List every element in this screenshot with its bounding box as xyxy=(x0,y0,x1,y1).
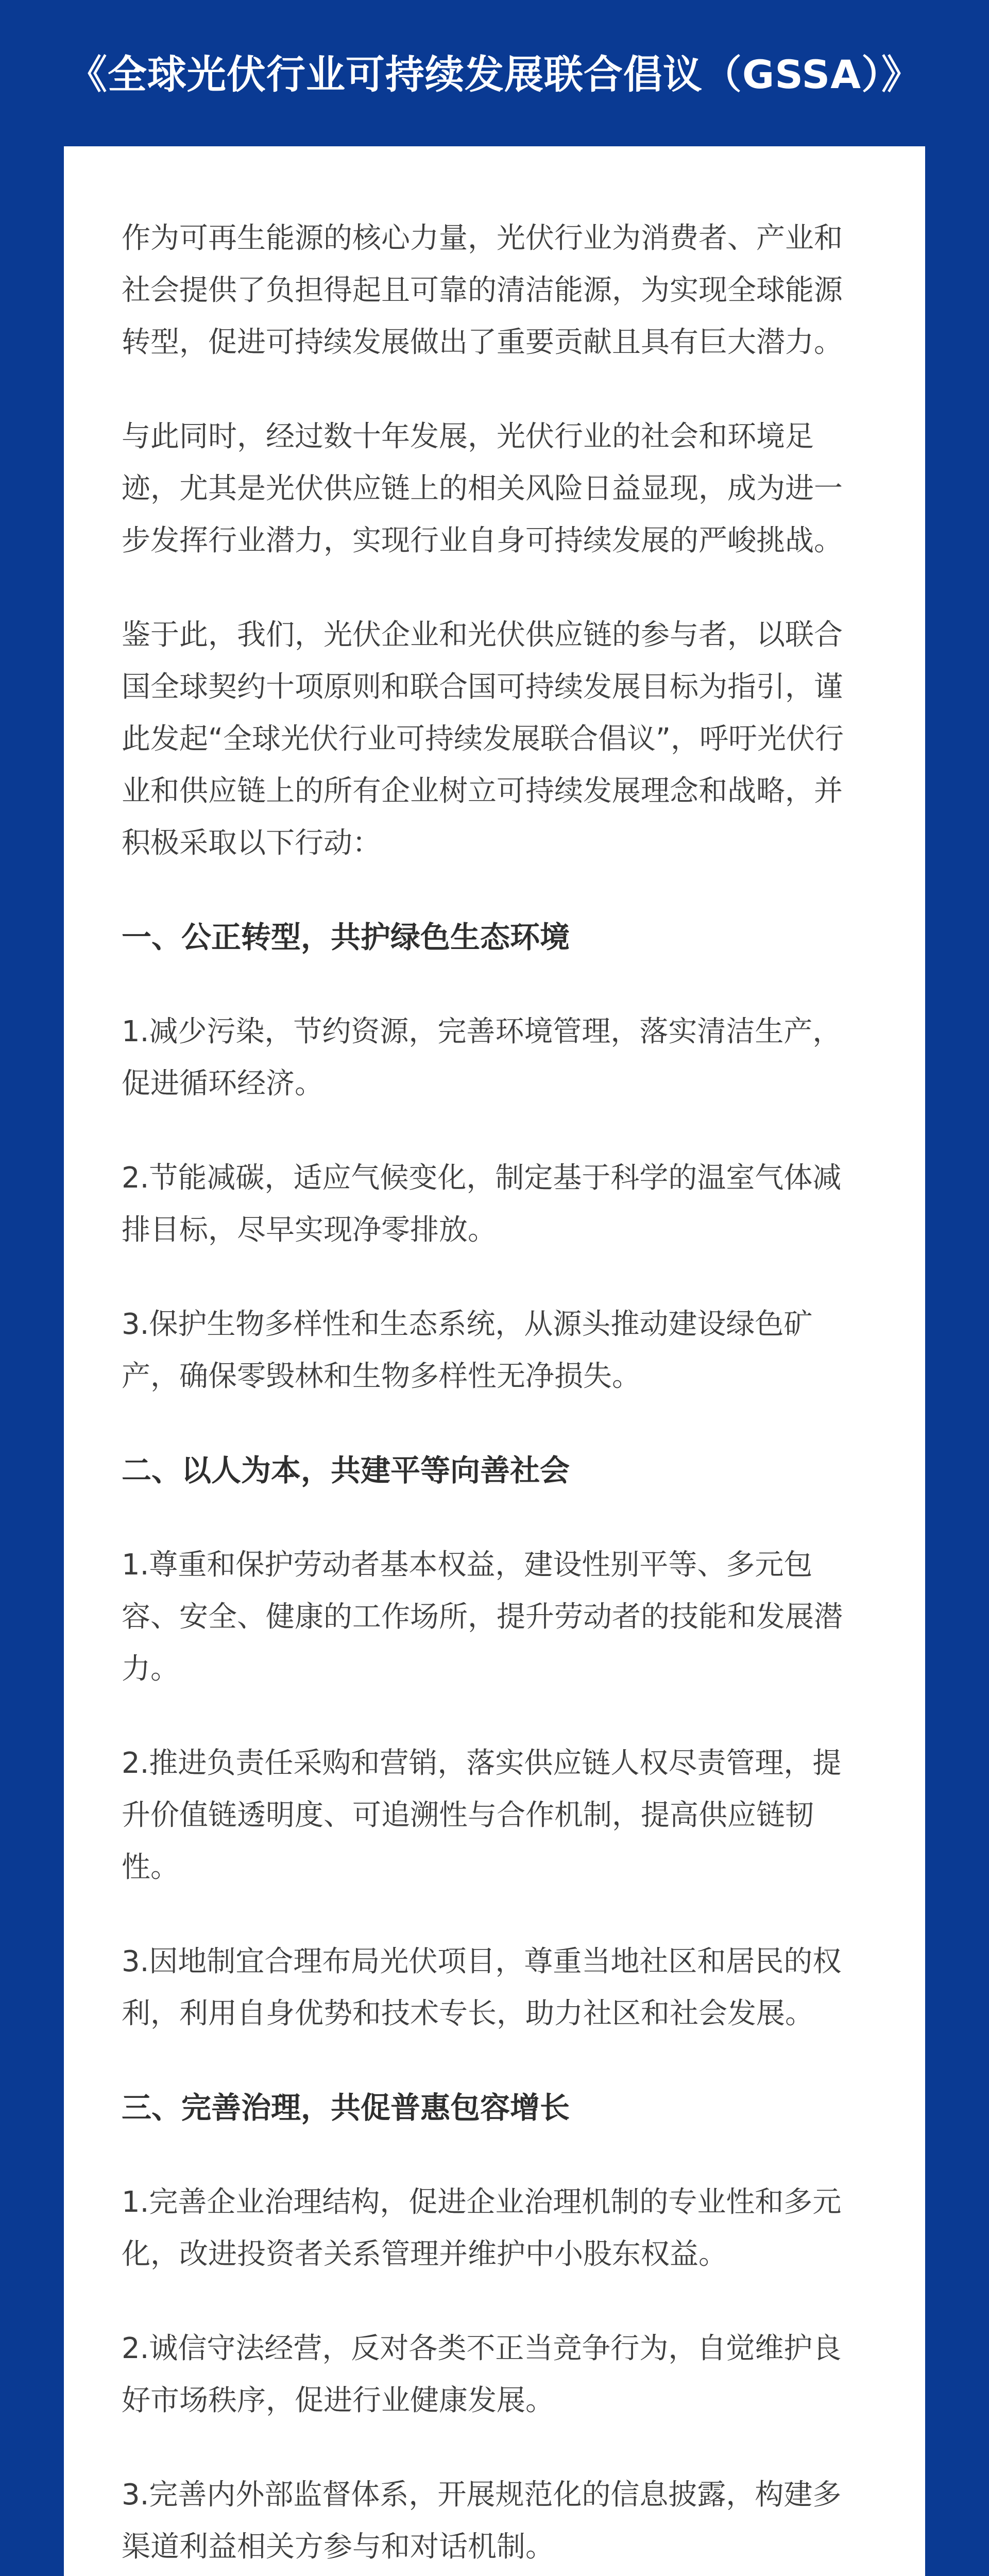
list-item: 3.保护生物多样性和生态系统，从源头推动建设绿色矿产，确保零毁林和生物多样性无净损失。 xyxy=(122,1308,813,1393)
section-society xyxy=(122,1445,867,2040)
intro-paragraph-3: 鉴于此，我们，光伏企业和光伏供应链的参与者，以联合国全球契约十项原则和联合国可持续发展目标为指引，谨此发起“全球光伏行业可持续发展联合倡议”，呼吁光伏行业和供应链上的所有企业树立可持续发展理念和战略，并积极采取以下行动： xyxy=(122,618,844,860)
section-heading: 二、以人为本，共建平等向善社会 xyxy=(122,1453,570,1488)
intro-paragraph-2: 与此同时，经过数十年发展，光伏行业的社会和环境足迹，尤其是光伏供应链上的相关风险日益显现，成为进一步发挥行业潜力，实现行业自身可持续发展的严峻挑战。 xyxy=(122,420,843,557)
list-item: 3.因地制宜合理布局光伏项目，尊重当地社区和居民的权利，利用自身优势和技术专长，助力社区和社会发展。 xyxy=(122,1945,842,2030)
list-item: 2.诚信守法经营，反对各类不正当竞争行为，自觉维护良好市场秩序，促进行业健康发展。 xyxy=(122,2332,842,2417)
document-card xyxy=(64,146,925,2576)
section-environment xyxy=(122,911,867,1402)
list-item: 2.节能减碳，适应气候变化，制定基于科学的温室气体减排目标，尽早实现净零排放。 xyxy=(122,1161,842,1247)
page-title: 《全球光伏行业可持续发展联合倡议（GSSA）》 xyxy=(67,52,922,97)
list-item: 1.尊重和保护劳动者基本权益，建设性别平等、多元包容、安全、健康的工作场所，提升劳动者的技能和发展潜力。 xyxy=(122,1548,843,1686)
list-item: 2.推进负责任采购和营销，落实供应链人权尽责管理，提升价值链透明度、可追溯性与合作机制，提高供应链韧性。 xyxy=(122,1747,842,1884)
intro-paragraph-1: 作为可再生能源的核心力量，光伏行业为消费者、产业和社会提供了负担得起且可靠的清洁能源，为实现全球能源转型，促进可持续发展做出了重要贡献且具有巨大潜力。 xyxy=(122,222,843,359)
list-item: 1.完善企业治理结构，促进企业治理机制的专业性和多元化，改进投资者关系管理并维护中小股东权益。 xyxy=(122,2185,842,2271)
list-item: 3.完善内外部监督体系，开展规范化的信息披露，构建多渠道利益相关方参与和对话机制。 xyxy=(122,2478,842,2564)
section-heading: 三、完善治理，共促普惠包容增长 xyxy=(122,2090,570,2125)
list-item: 1.减少污染，节约资源，完善环境管理，落实清洁生产，促进循环经济。 xyxy=(122,1015,842,1100)
section-governance xyxy=(122,2082,867,2573)
section-heading: 一、公正转型，共护绿色生态环境 xyxy=(122,920,570,955)
